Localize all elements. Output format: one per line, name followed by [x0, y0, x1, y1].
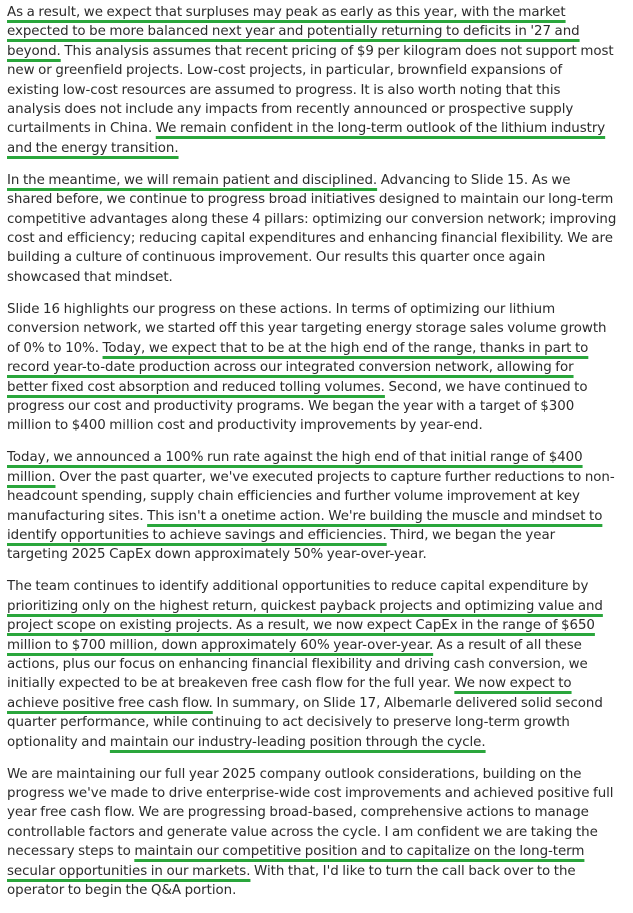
paragraph-2	[7, 171, 617, 287]
highlighted-passage: We now expect to achieve positive free cash flow.	[7, 676, 572, 711]
passage: In summary, on Slide 17, Albemarle delivered solid second quarter performance, while continuing to act decisively to preserve long-term growth optionality and	[7, 695, 603, 750]
passage: The team continues to identify additional opportunities to reduce capital expenditure by	[7, 579, 589, 595]
highlighted-passage: This isn't a onetime action. We're building the muscle and mindset to identify opportunities to achieve savings and efficiencies.	[7, 508, 603, 543]
transcript-document	[7, 3, 617, 913]
highlighted-passage: maintain our competitive position and to capitalize on the long-term secular opportunities in our markets.	[7, 844, 585, 879]
highlighted-passage: Today, we expect that to be at the high end of the range, thanks in part to record year-to-date production across our integrated conversion network, allowing for better fixed cost absorption and reduced tolling volumes.	[7, 340, 589, 395]
passage: As a result of all these actions, plus our focus on enhancing financial flexibility and driving cash conversion, we initially expected to be at breakeven free cash flow for the full year.	[7, 637, 588, 692]
highlighted-passage: As a result, we expect that surpluses may peak as early as this year, with the market expected to be more balanced next year and potentially returning to deficits in '27 and beyond.	[7, 5, 580, 59]
passage: Slide 16 highlights our progress on these actions. In terms of optimizing our lithium conversion network, we started off this year targeting energy storage sales volume growth of 0% to 10%.	[7, 301, 607, 356]
highlighted-passage: In the meantime, we will remain patient and disciplined.	[7, 172, 378, 188]
passage: This analysis assumes that recent pricing of $9 per kilogram does not support most new or greenfield projects. Low-cost projects, in particular, brownfield expansions of existing low-cost resources are assumed to progress. It is also worth noting that this analysis does not include any impacts from recently announced or prospective supply curtailments in China.	[7, 43, 614, 137]
highlighted-passage: We remain confident in the long-term outlook of the lithium industry and the energy transition.	[7, 121, 606, 156]
highlighted-passage: prioritizing only on the highest return, quickest payback projects and optimizing value and project scope on existing projects. As a result, we now expect CapEx in the range of $650 million to $700 million, down approximately 60% year-over-year.	[7, 598, 603, 653]
paragraph-3	[7, 300, 617, 436]
paragraph-1	[7, 3, 617, 158]
passage: With that, I'd like to turn the call back over to the operator to begin the Q&A portion.	[7, 863, 576, 899]
passage: Second, we have continued to progress our cost and productivity programs. We began the year with a target of $300 million to $400 million cost and productivity improvements by year-end.	[7, 379, 588, 434]
passage: We are maintaining our full year 2025 company outlook considerations, building on the progress we've made to drive enterprise-wide cost improvements and achieved positive full year free cash flow. We are progressing broad-based, comprehensive actions to manage controllable factors and generate value across the cycle. I am confident we are taking the necessary steps to	[7, 766, 614, 860]
paragraph-5	[7, 577, 617, 752]
passage: Third, we began the year targeting 2025 CapEx down approximately 50% year-over-year.	[7, 527, 556, 563]
paragraph-6	[7, 765, 617, 901]
passage: Over the past quarter, we've executed projects to capture further reductions to non-headcount spending, supply chain efficiencies and further volume improvement at key manufacturing sites.	[7, 469, 615, 524]
passage: Advancing to Slide 15. As we shared before, we continue to progress broad initiatives designed to maintain our long-term competitive advantages along these 4 pillars: optimizing our conversion network; improving cost and efficiency; reducing capital expenditures and enhancing financial flexibility. We are building a culture of continuous improvement. Our results this quarter once again showcased that mindset.	[7, 172, 617, 285]
highlighted-passage: Today, we announced a 100% run rate against the high end of that initial range of $400 million.	[7, 450, 583, 485]
paragraph-4	[7, 448, 617, 564]
highlighted-passage: maintain our industry-leading position through the cycle.	[109, 734, 486, 750]
